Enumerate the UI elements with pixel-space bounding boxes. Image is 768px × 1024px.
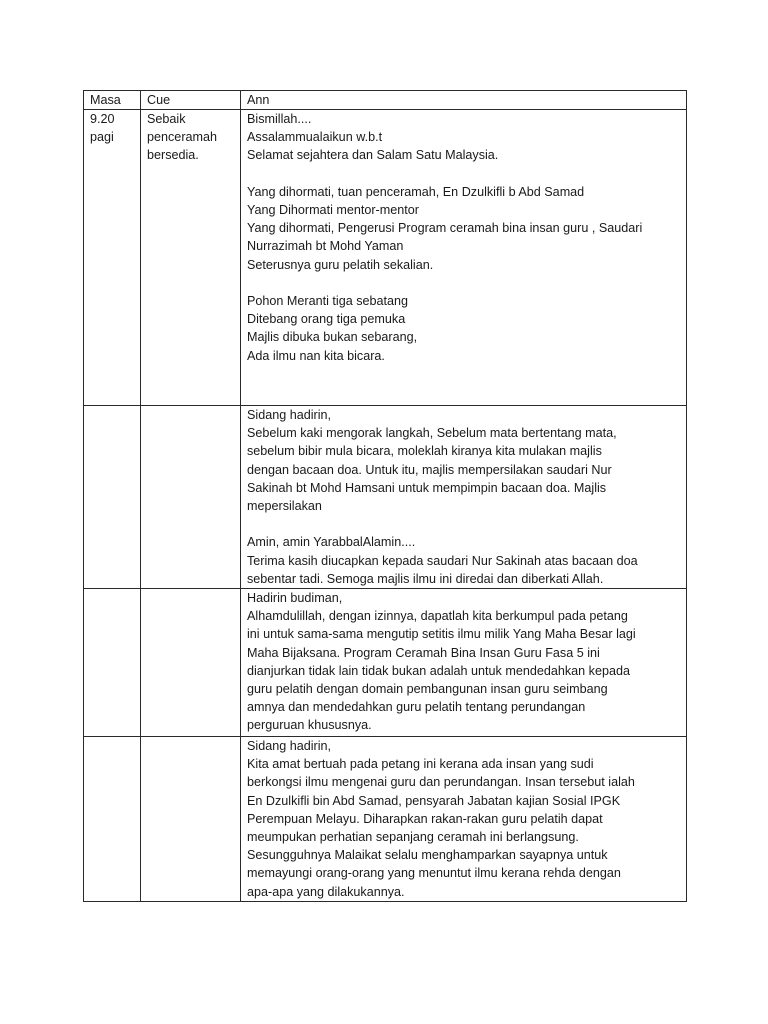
ann-text-line: Terima kasih diucapkan kepada saudari Nur Sakinah atas bacaan doa — [247, 553, 638, 568]
ann-text-line: Sidang hadirin, — [247, 739, 332, 754]
ann-text-line: Ditebang orang tiga pemuka — [247, 312, 406, 327]
cell-cue — [141, 406, 241, 589]
ann-text-line: perguruan khususnya. — [247, 718, 372, 733]
ann-text-line: Bismillah.... — [247, 112, 312, 126]
ann-text-line: Yang Dihormati mentor-mentor — [247, 203, 419, 217]
ann-text-line: Sebelum kaki mengorak langkah, Sebelum mata bertentang mata, — [247, 426, 617, 441]
ann-text-line: Yang dihormati, Pengerusi Program ceramah bina insan guru , Saudari — [247, 221, 643, 236]
cell-masa — [84, 406, 141, 589]
cell-masa — [84, 737, 141, 902]
ann-text-line: Selamat sejahtera dan Salam Satu Malaysia. — [247, 148, 499, 163]
paragraph-gap — [247, 515, 681, 533]
ann-text-line: Sesungguhnya Malaikat selalu menghamparkan sayapnya untuk — [247, 848, 608, 863]
ann-text-line: memayungi orang-orang yang menuntut ilmu kerana rehda dengan — [247, 866, 621, 881]
ann-text-line: guru pelatih dengan domain pembangunan insan guru seimbang — [247, 682, 608, 697]
table-row — [84, 110, 687, 406]
ann-text-line: meumpukan perhatian sepanjang ceramah ini berlangsung. — [247, 830, 579, 845]
cell-ann — [241, 737, 687, 902]
table-row — [84, 589, 687, 737]
ann-text-line: En Dzulkifli bin Abd Samad, pensyarah Jabatan kajian Sosial IPGK — [247, 793, 621, 808]
ann-text-line: Pohon Meranti tiga sebatang — [247, 294, 409, 308]
masa-text-line: pagi — [90, 130, 114, 145]
cell-masa — [84, 589, 141, 737]
ann-text-line: dengan bacaan doa. Untuk itu, majlis mempersilakan saudari Nur — [247, 462, 612, 477]
header-ann: Ann — [241, 91, 687, 110]
masa-text-line: 9.20 — [90, 112, 115, 126]
ann-text-line: dianjurkan tidak lain tidak bukan adalah untuk mendedahkan kepada — [247, 663, 630, 678]
ann-text-line: sebelum bibir mula bicara, moleklah kiranya kita mulakan majlis — [247, 444, 602, 459]
cell-ann — [241, 406, 687, 589]
ann-text-line: amnya dan mendedahkan guru pelatih tentang perundangan — [247, 700, 586, 715]
ann-text-line: Nurrazimah bt Mohd Yaman — [247, 239, 404, 254]
cell-masa — [84, 110, 141, 406]
ann-text-line: Sidang hadirin, — [247, 408, 332, 422]
ann-text-line: Ada ilmu nan kita bicara. — [247, 348, 385, 363]
paragraph-gap — [247, 274, 681, 292]
cell-ann — [241, 110, 687, 406]
cell-cue — [141, 737, 241, 902]
cell-ann — [241, 589, 687, 737]
ann-text-line: mepersilakan — [247, 499, 322, 514]
ann-text-line: ini untuk sama-sama mengutip setitis ilmu milik Yang Maha Besar lagi — [247, 627, 636, 642]
ann-text-line: Sakinah bt Mohd Hamsani untuk mempimpin bacaan doa. Majlis — [247, 480, 607, 495]
ann-text-line: berkongsi ilmu mengenai guru dan perundangan. Insan tersebut ialah — [247, 775, 635, 790]
ann-text-line: sebentar tadi. Semoga majlis ilmu ini diredai dan diberkati Allah. — [247, 571, 604, 586]
header-row — [84, 91, 687, 110]
table-row — [84, 406, 687, 589]
ann-text-line: Seterusnya guru pelatih sekalian. — [247, 257, 434, 272]
cell-cue — [141, 110, 241, 406]
ann-text-line: apa-apa yang dilakukannya. — [247, 884, 405, 899]
header-masa: Masa — [84, 91, 141, 110]
ann-text-line: Alhamdulillah, dengan izinnya, dapatlah kita berkumpul pada petang — [247, 609, 628, 624]
cue-text-line: bersedia. — [147, 148, 199, 163]
ann-text-line: Amin, amin YarabbalAlamin.... — [247, 535, 416, 550]
paragraph-gap — [247, 165, 681, 183]
ann-text-line: Yang dihormati, tuan penceramah, En Dzulkifli b Abd Samad — [247, 184, 585, 199]
cue-text-line: Sebaik — [147, 112, 186, 126]
ann-text-line: Perempuan Melayu. Diharapkan rakan-rakan guru pelatih dapat — [247, 811, 603, 826]
ann-text-line: Assalammualaikun w.b.t — [247, 130, 383, 145]
event-script-table — [83, 90, 687, 902]
ann-text-line: Hadirin budiman, — [247, 591, 343, 606]
cue-text-line: penceramah — [147, 130, 218, 145]
ann-text-line: Maha Bijaksana. Program Ceramah Bina Insan Guru Fasa 5 ini — [247, 645, 600, 660]
table-row — [84, 737, 687, 902]
cell-cue — [141, 589, 241, 737]
ann-text-line: Majlis dibuka bukan sebarang, — [247, 330, 418, 345]
header-cue: Cue — [141, 91, 241, 110]
ann-text-line: Kita amat bertuah pada petang ini kerana ada insan yang sudi — [247, 757, 594, 772]
